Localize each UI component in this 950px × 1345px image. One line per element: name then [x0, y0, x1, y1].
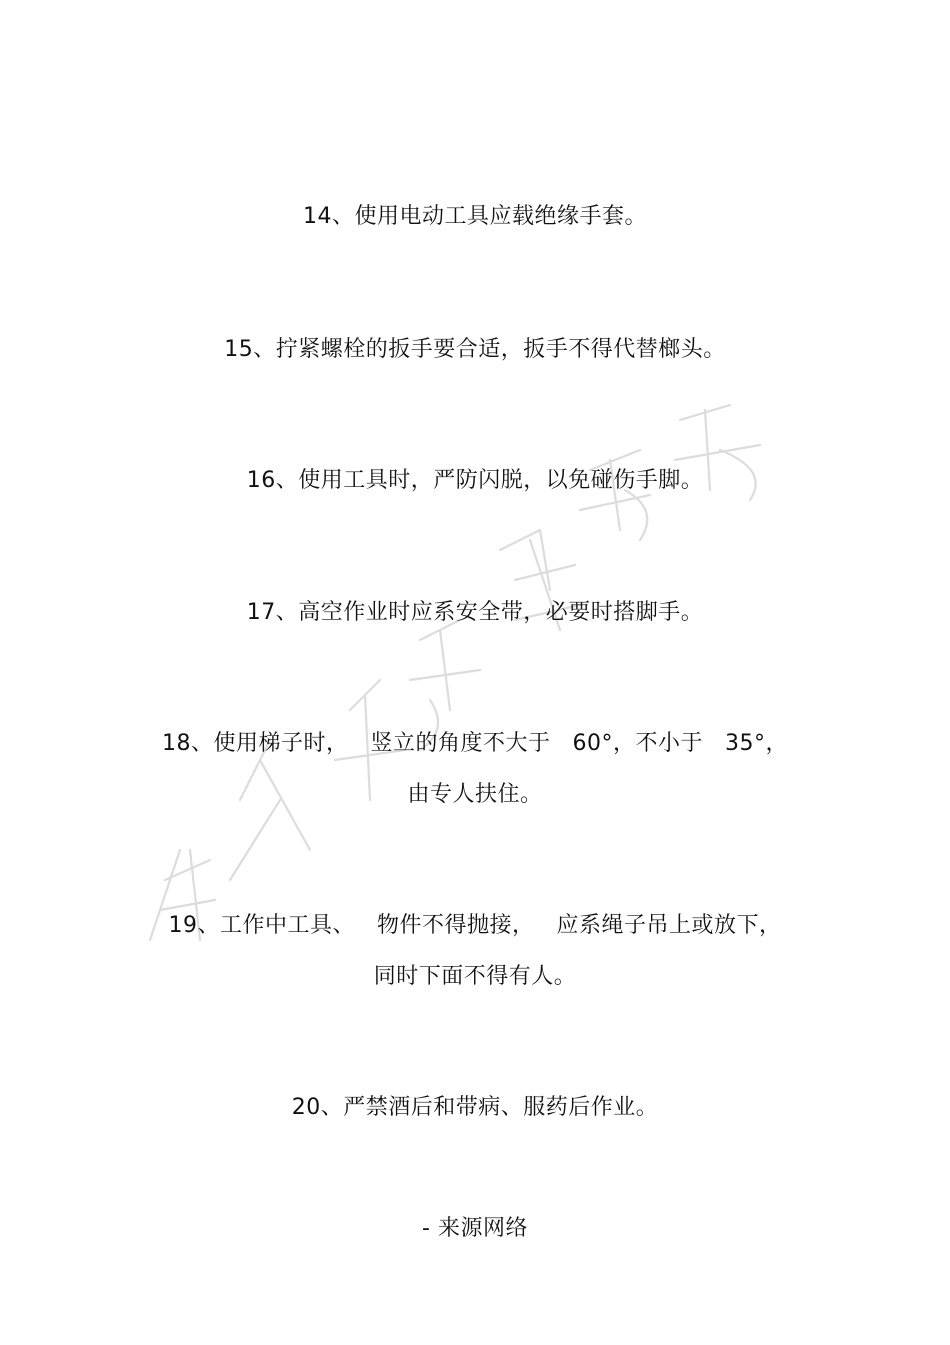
item-20: 20、严禁酒后和带病、服药后作业。	[291, 1095, 659, 1120]
item-18-segment-4: 35°，	[725, 731, 788, 756]
item-19-segment-1: 19、工作中工具、	[168, 913, 355, 938]
item-14: 14、使用电动工具应载绝缘手套。	[303, 204, 647, 229]
item-19-line-2: 同时下面不得有人。	[373, 964, 577, 989]
source-note: - 来源网络	[422, 1216, 528, 1241]
item-19-segment-3: 应系绳子吊上或放下，	[556, 913, 782, 938]
item-15: 15、拧紧螺栓的扳手要合适，扳手不得代替榔头。	[224, 337, 726, 362]
item-19-line-1	[0, 911, 950, 941]
item-18-segment-1: 18、使用梯子时，	[161, 731, 349, 756]
item-18-line-2: 由专人扶住。	[407, 782, 543, 807]
item-18-segment-2: 竖立的角度不大于	[370, 731, 551, 756]
item-16: 16、使用工具时，严防闪脱，以免碰伤手脚。	[246, 468, 704, 493]
item-18-line-1	[0, 729, 950, 759]
item-19-segment-2: 物件不得抛接，	[376, 913, 535, 938]
item-18-segment-3: 60°，不小于	[572, 731, 703, 756]
item-17: 17、高空作业时应系安全带，必要时搭脚手。	[246, 600, 704, 625]
